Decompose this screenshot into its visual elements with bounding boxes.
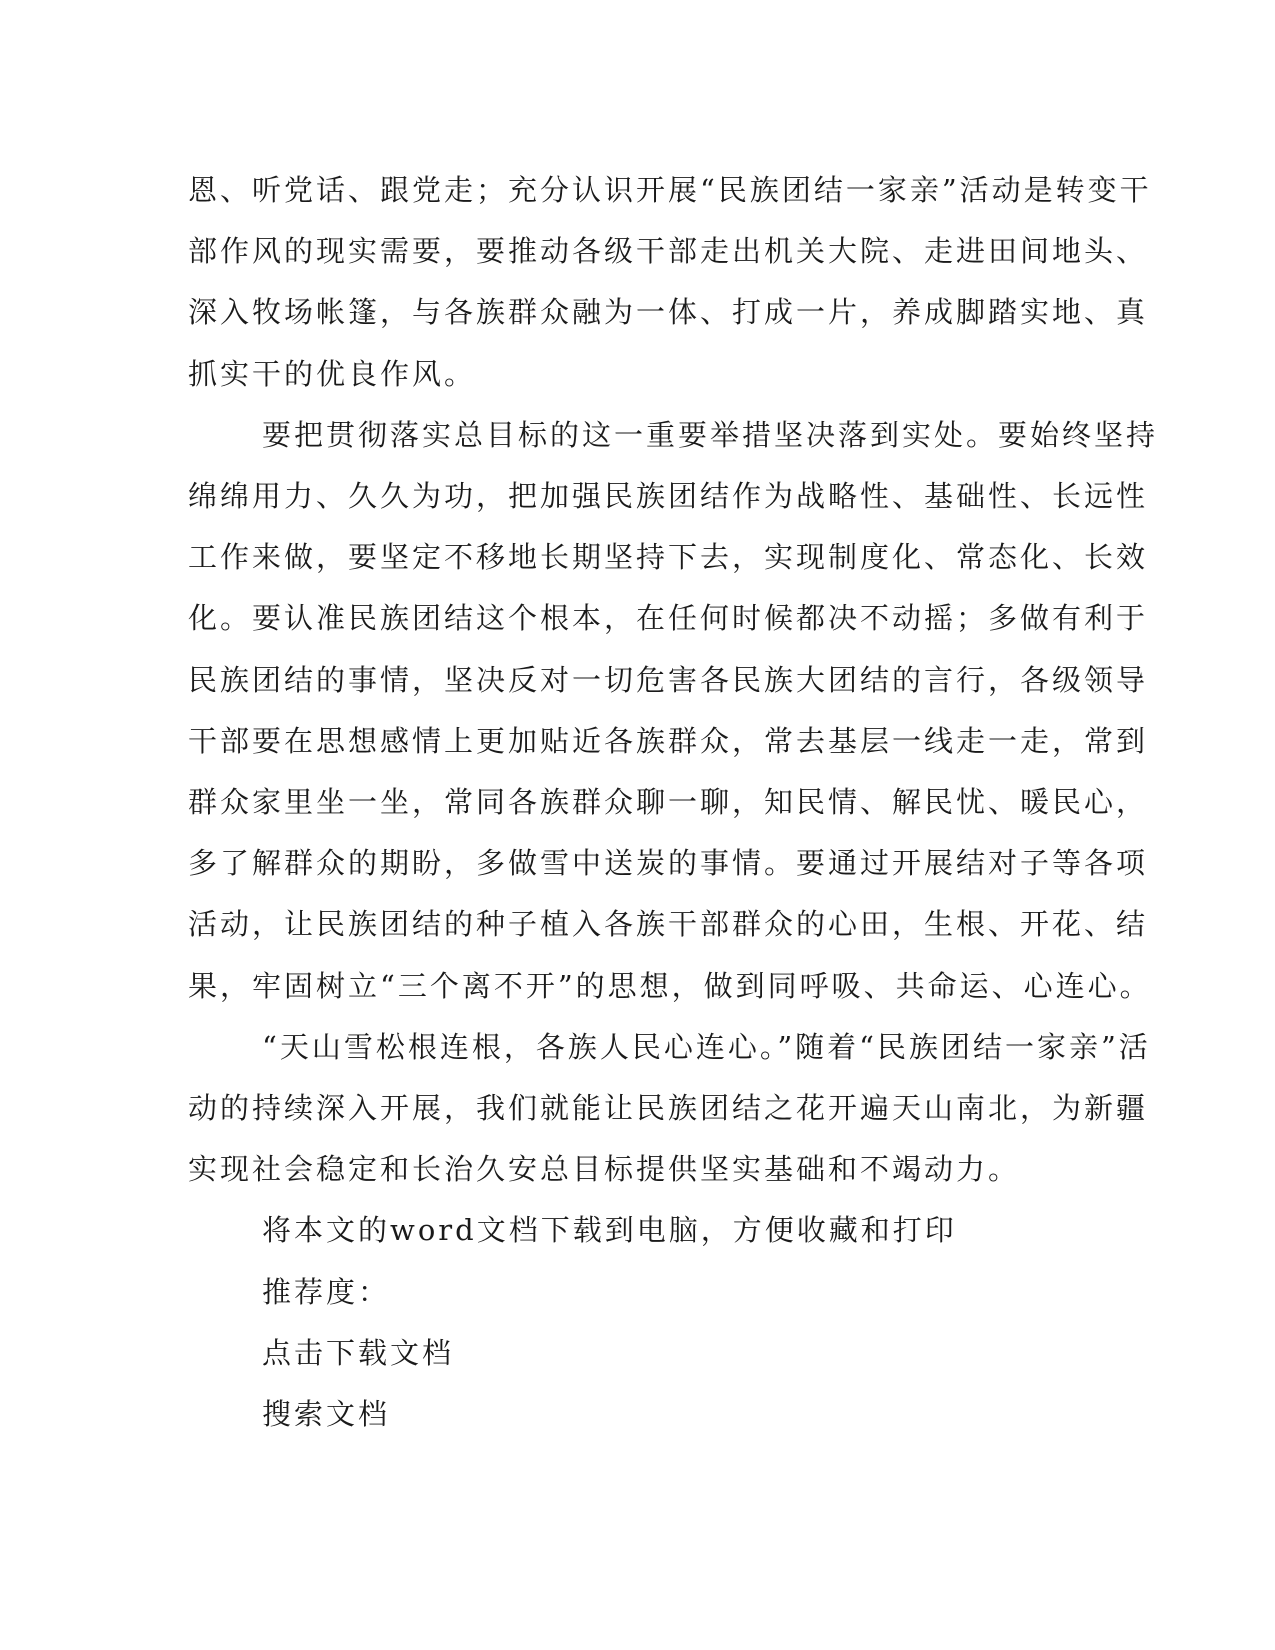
paragraph-2 — [188, 405, 1159, 1017]
download-section — [188, 1200, 1068, 1445]
text-line: 动的持续深入开展，我们就能让民族团结之花开遍天山南北，为新疆 — [188, 1091, 1149, 1126]
text-line: 果，牢固树立“三个离不开”的思想，做到同呼吸、共命运、心连心。 — [188, 968, 1152, 1003]
download-note: 将本文的word文档下载到电脑，方便收藏和打印 — [262, 1213, 957, 1248]
text-line: 要把贯彻落实总目标的这一重要举措坚决落到实处。要始终坚持 — [262, 417, 1159, 452]
text-line: 部作风的现实需要，要推动各级干部走出机关大院、走进田间地头、 — [188, 234, 1149, 269]
paragraph-3 — [188, 1017, 1151, 1201]
text-line: 群众家里坐一坐，常同各族群众聊一聊，知民情、解民忧、暖民心， — [188, 785, 1149, 820]
text-line: 抓实干的优良作风。 — [188, 356, 477, 391]
text-line: 实现社会稳定和长治久安总目标提供坚实基础和不竭动力。 — [188, 1152, 1021, 1187]
text-line: 活动，让民族团结的种子植入各族干部群众的心田，生根、开花、结 — [188, 907, 1149, 942]
text-line: 化。要认准民族团结这个根本，在任何时候都决不动摇；多做有利于 — [188, 601, 1149, 636]
text-line: 工作来做，要坚定不移地长期坚持下去，实现制度化、常态化、长效 — [188, 540, 1149, 575]
recommend-label: 推荐度： — [262, 1274, 391, 1309]
text-line: 深入牧场帐篷，与各族群众融为一体、打成一片，养成脚踏实地、真 — [188, 295, 1149, 330]
document-body — [188, 160, 1159, 1445]
text-line: 恩、听党话、跟党走；充分认识开展“民族团结一家亲”活动是转变干 — [188, 173, 1152, 207]
search-document-link[interactable]: 搜索文档 — [262, 1397, 391, 1432]
text-line: 绵绵用力、久久为功，把加强民族团结作为战略性、基础性、长远性 — [188, 479, 1149, 514]
text-line: 干部要在思想感情上更加贴近各族群众，常去基层一线走一走，常到 — [188, 723, 1149, 758]
text-line: 多了解群众的期盼，多做雪中送炭的事情。要通过开展结对子等各项 — [188, 846, 1149, 881]
text-line: 民族团结的事情，坚决反对一切危害各民族大团结的言行，各级领导 — [188, 662, 1149, 697]
paragraph-1 — [188, 160, 1152, 405]
text-line: “天山雪松根连根，各族人民心连心。”随着“民族团结一家亲”活 — [262, 1029, 1151, 1064]
download-document-link[interactable]: 点击下载文档 — [262, 1335, 455, 1370]
